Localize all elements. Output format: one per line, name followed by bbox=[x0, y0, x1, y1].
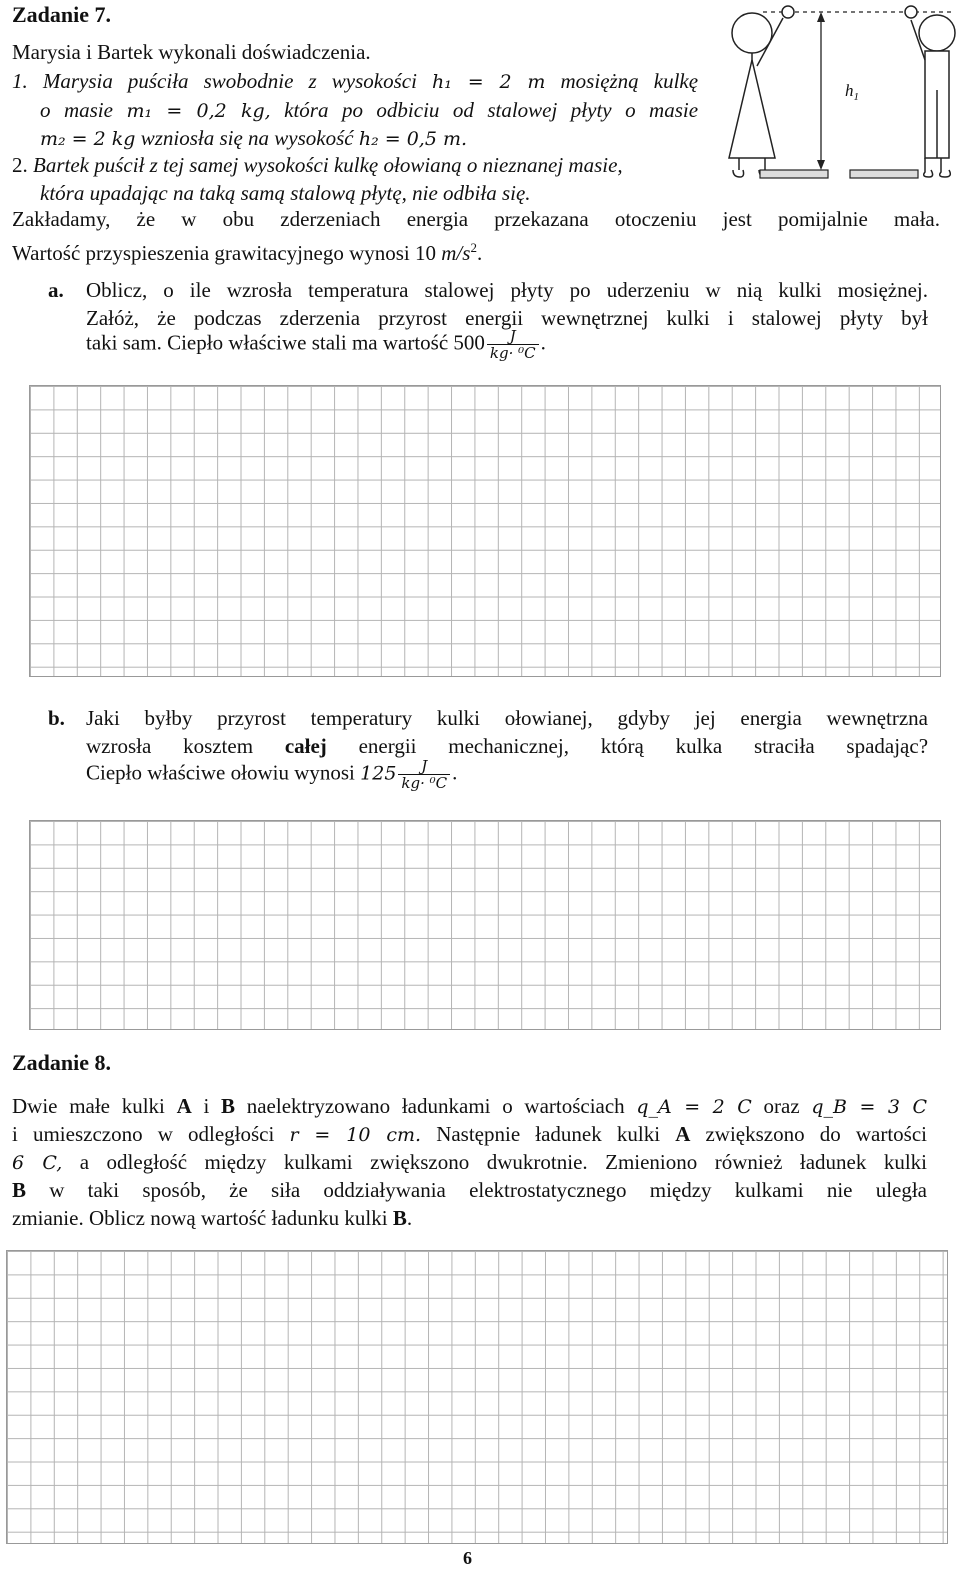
task7-item2-line2: która upadając na taką samą stalową płytę, nie odbiła się. bbox=[40, 181, 531, 205]
task8-line1: Dwie małe kulki A i B naelektryzowano ładunkami o wartościach q_A = 2 C oraz q_B = 3 C bbox=[12, 1094, 927, 1118]
task8-line3: 6 C, a odległość między kulkami zwiększono dwukrotnie. Zmieniono również ładunek kulki bbox=[12, 1150, 927, 1174]
gravity-text: Wartość przyspieszenia grawitacyjnego wynosi 10 bbox=[12, 241, 437, 265]
item1-text4: która po odbiciu od stalowej płyty o masie bbox=[284, 98, 699, 122]
part-b-line3: Ciepło właściwe ołowiu wynosi 125 $\frac{J}{\text{kg· ⁰C}}$ . bbox=[86, 757, 458, 792]
answer-grid-task8[interactable] bbox=[6, 1250, 948, 1544]
ball-left bbox=[782, 6, 794, 18]
experiment-figure bbox=[725, 0, 960, 185]
h1-expression: h₁ = 2 m bbox=[431, 71, 546, 93]
task7-title: Zadanie 7. bbox=[12, 2, 112, 27]
task8-line5: zmianie. Oblicz nową wartość ładunku kulki B. bbox=[12, 1206, 413, 1230]
part-a-line3: taki sam. Ciepło właściwe stali ma wartość 500 $\frac{J}{\text{kg· ⁰C}}$ . bbox=[86, 327, 546, 362]
item1-text1: Marysia puściła swobodnie z wysokości bbox=[42, 69, 417, 93]
steel-plate-left bbox=[760, 170, 828, 178]
part-b-label: b. bbox=[48, 706, 65, 730]
item1-text5: wzniosła się na wysokość bbox=[140, 126, 354, 150]
task7-item1-line3 bbox=[40, 124, 467, 154]
task7-item1-line1 bbox=[12, 67, 698, 97]
gravity-unit: m/s bbox=[441, 241, 471, 265]
task8-line4: B w taki sposób, że siła oddziaływania elektrostatycznego między kulkami nie uległa bbox=[12, 1178, 928, 1202]
part-b-specific-heat-text: Ciepło właściwe ołowiu wynosi bbox=[86, 760, 355, 785]
task8-line2: i umieszczono w odległości r = 10 cm. Następnie ładunek kulki A zwiększono do wartości bbox=[12, 1122, 928, 1146]
lead-specific-heat-value: 125 bbox=[360, 762, 397, 785]
h2-expression: h₂ = 0,5 m. bbox=[358, 128, 468, 150]
girl-figure bbox=[729, 13, 783, 177]
part-a-line2: Załóż, że podczas zderzenia przyrost energii wewnętrznej kulki i stalowej płyty był bbox=[86, 306, 928, 330]
boy-figure bbox=[911, 15, 955, 177]
qB-expression: q_B = 3 C bbox=[811, 1096, 927, 1118]
item2-text1: Bartek puścił z tej samej wysokości kulkę ołowianą o nieznanej masie, bbox=[33, 153, 623, 177]
emphasis-whole: całej bbox=[284, 734, 327, 758]
qA-expression: q_A = 2 C bbox=[636, 1096, 752, 1118]
part-a-line1: Oblicz, o ile wzrosła temperatura stalowej płyty po uderzeniu w nią kulki mosiężnej. bbox=[86, 278, 928, 302]
task7-intro: Marysia i Bartek wykonali doświadczenia. bbox=[12, 40, 371, 64]
task8-title: Zadanie 8. bbox=[12, 1050, 112, 1075]
answer-grid-part-b[interactable] bbox=[29, 820, 941, 1030]
steel-unit-fraction: $\frac{J}{\text{kg· ⁰C}}$ bbox=[487, 328, 539, 361]
m1-expression: m₁ = 0,2 kg, bbox=[126, 100, 271, 122]
assumption-line1: Zakładamy, że w obu zderzeniach energia przekazana otoczeniu jest pomijalnie mała. bbox=[12, 207, 940, 231]
r-expression: r = 10 cm. bbox=[289, 1124, 422, 1146]
part-b-line2: wzrosła kosztem całej energii mechanicznej, którą kulka straciła spadając? bbox=[86, 734, 929, 758]
part-a-label: a. bbox=[48, 278, 64, 302]
height-label: $h_1$ bbox=[845, 81, 859, 103]
page-number: 6 bbox=[463, 1548, 472, 1568]
part-a-specific-heat-text: taki sam. Ciepło właściwe stali ma wartość 500 bbox=[86, 330, 485, 355]
item2-number: 2. bbox=[12, 153, 28, 177]
ball-right bbox=[905, 6, 917, 18]
task7-item1-line2 bbox=[40, 96, 698, 126]
item1-text2: mosiężną kulkę bbox=[560, 69, 699, 93]
item1-text3: o masie bbox=[40, 98, 113, 122]
item1-number: 1. bbox=[12, 69, 28, 93]
steel-plate-right bbox=[850, 170, 918, 178]
m2-expression: m₂ = 2 kg bbox=[40, 128, 136, 150]
task7-item2-line1 bbox=[12, 151, 712, 180]
part-b-line1: Jaki byłby przyrost temperatury kulki ołowianej, gdyby jej energia wewnętrzna bbox=[86, 706, 928, 730]
lead-unit-fraction: $\frac{J}{\text{kg· ⁰C}}$ bbox=[398, 758, 450, 791]
new-charge-value: 6 C, bbox=[12, 1152, 63, 1174]
answer-grid-part-a[interactable] bbox=[29, 385, 941, 677]
gravity-exponent: 2 bbox=[470, 240, 477, 255]
assumption-line2: Wartość przyspieszenia grawitacyjnego wynosi 10 $m/s^2$. bbox=[12, 240, 483, 265]
